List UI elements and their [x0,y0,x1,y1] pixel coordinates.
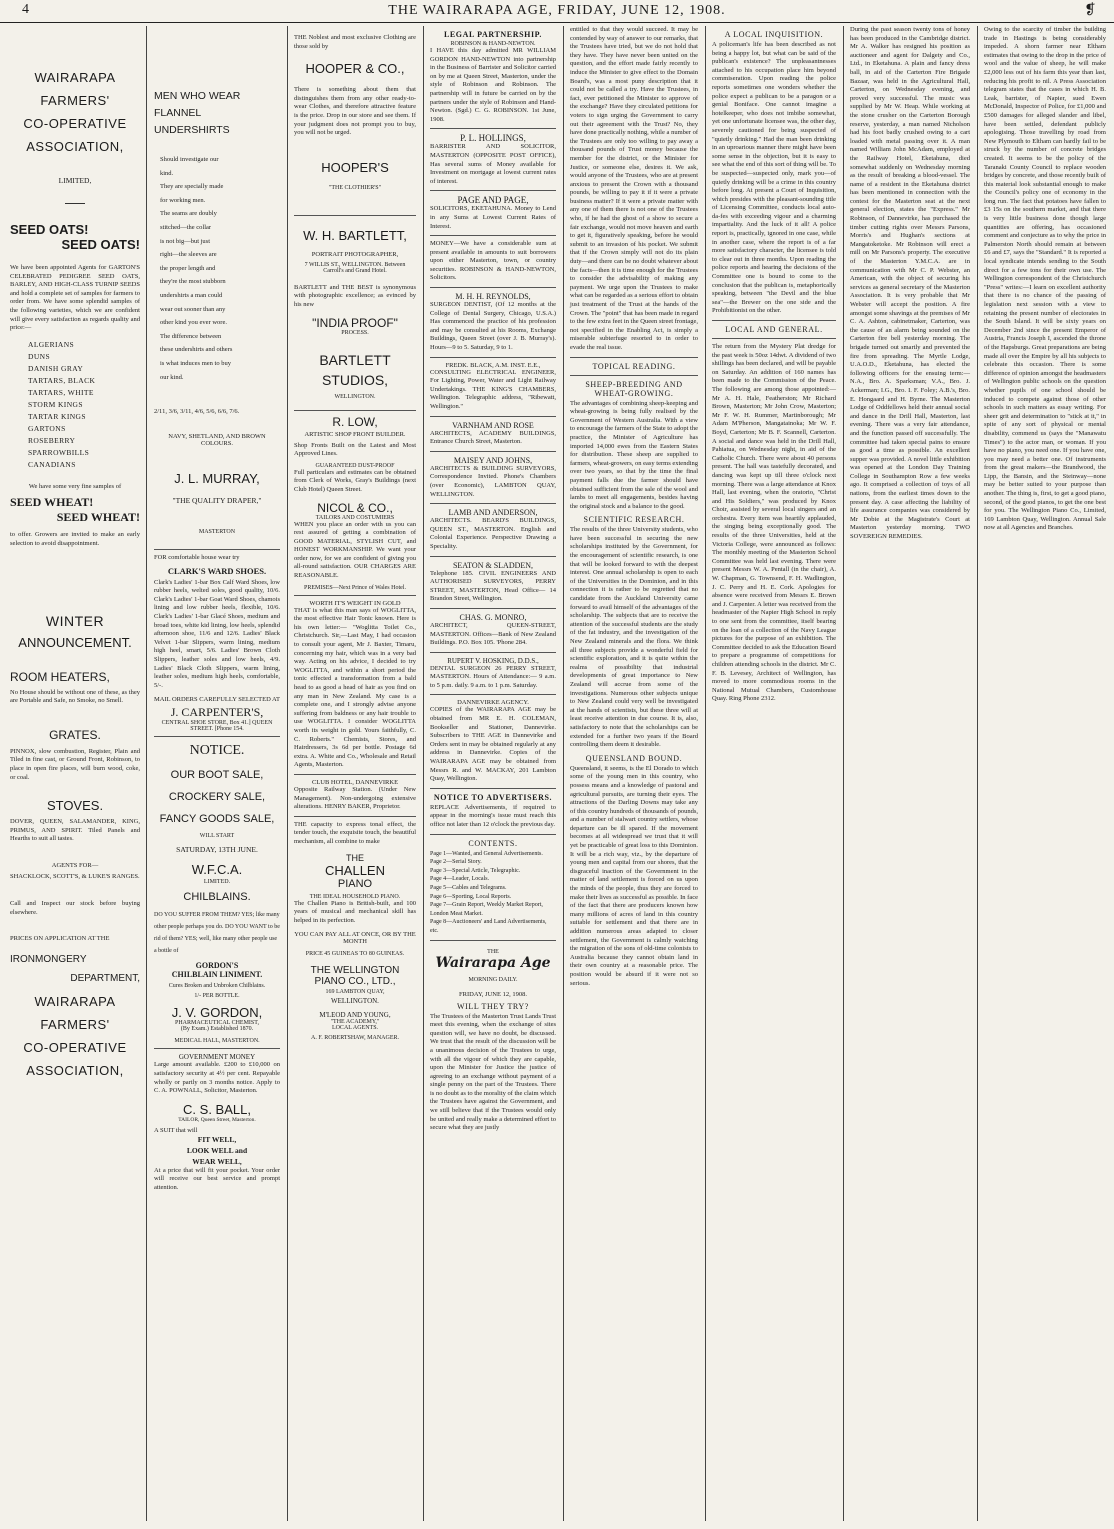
dust-proof: GUARANTEED DUST-PROOF [315,462,395,469]
boot-sale: OUR BOOT SALE, [170,769,264,782]
scientific-heading: SCIENTIFIC RESEARCH. [583,515,685,525]
page-number: 4 [22,2,29,17]
portrait-photographer: PORTRAIT PHOTOGRAPHER, [311,250,399,258]
colours-text: NAVY, SHETLAND, AND BROWN COLOURS. [168,433,266,448]
chemist-title: PHARMACEUTICAL CHEMIST, [174,1020,259,1027]
column-divider [423,26,424,1521]
agents-for-label: AGENTS FOR— [51,861,99,869]
stoves-heading: STOVES. [46,798,104,814]
column-divider [977,26,978,1521]
room-heaters-heading: ROOM HEATERS, [10,669,110,684]
men-who-wear-heading: MEN WHO WEAR FLANNEL UNDERSHIRTS [154,90,241,136]
ironmongery-label: IRONMONGERY [10,953,87,965]
column-7-local-news [846,26,974,1521]
sheep-text: The advantages of combining sheep-keeping and wheat-growing is being fully realised by the Government of Western Australia. With a view to encourage the farmers of the State to adopt the practice, the Minister of Agriculture has imported 14,000 ewes from the Eastern States for distribution. These sheep are supplied to farmers, wheat-growers, on easy terms extending over two years, so that by the time the final payment falls due the farmer should have obtained sufficient from the sale of the wool and lambs to meet all engagements, besides having the original stock and a balance to the good. [570,399,698,510]
contents-list: Page 1—Wanted, and General Advertisements. Page 2—Serial Story. Page 3—Special Article, Telegraphic. Page 4—Leader, Locals. Page 5—Cables and Telegrams. Page 6—Sporting, Local Reports. Page 7—Grain Report, Weekly Market Report, London Meat Market. Page 8—Auctioneers' and Land Advertisements, etc. [430,850,547,934]
seed-wheat-heading: SEED WHEAT! [10,495,94,510]
gordon-name: J. V. GORDON, [171,1005,263,1021]
varnham-rose: VARNHAM AND ROSE [452,420,534,430]
cure-text: Cures Broken and Unbroken Chilblains. [168,983,266,990]
limited-short: LIMITED. [203,879,231,886]
challen-intro: THE capacity to express tonal effect, the tender touch, the exquisite touch, the beautiful mechanism, all combine to make [294,820,416,845]
low-name: R. LOW, [332,414,378,429]
seed-oats-heading: SEED OATS! [10,222,89,237]
heaters-text: No House should be without one of these, as they are Portable and Safe, no Smoke, no Smell. [10,688,140,705]
masterton-label: MASTERTON [198,529,236,536]
column-8-local-news [980,26,1110,1521]
call-text: Call and Inspect our stock before buying elsewhere. [10,900,140,916]
mleod-young: M'LEOD AND YOUNG, [319,1011,391,1020]
legal-text: I HAVE this day admitted MR WILLIAM GORDON HAND-NEWTON into partnership in the Business of Barrister and Solicitor carried on by me at Queen Street, Masterton, under the style of Robinson and Robinson. The partnership will in future be carried on by the partners under the style of Robinson and Hand-Newton. (Sgd.) C. G. ROBINSON. 1st June, 1908. [430,47,556,123]
quality-draper: "THE QUALITY DRAPER," [172,496,262,506]
header-rule [0,22,1114,23]
nicol-text: WHEN you place an order with us you can rest assured of getting a combination of GOOD MATERIAL, STYLISH CUT, and HONEST WORKMANSHIP. We want your order now, for we are confident of giving you all-round satisfaction. OUR CHARGES ARE REASONABLE. [294,520,416,580]
challen-piano: PIANO [337,877,373,890]
wpc-city: WELLINGTON. [331,997,379,1006]
seaton-text: Telephone 185. CIVIL ENGINEERS AND AUTHORISED SURVEYORS, PERRY STREET, MASTERTON, Head Office— 14 Brandon Street, Wellington. [430,569,556,603]
seaton-sladden: SEATON & SLADDEN, [452,560,534,570]
nicol-premises: PREMISES—Next Prince of Wales Hotel. [304,584,406,591]
notice-text: REPLACE Advertisements, if required to appear in the morning's issue must reach this office not later than 12 o'clock the previous day. [430,803,556,828]
column-3-adverts [290,26,420,1521]
govt-money-text: Large amount available. £200 to £10,000 on satisfactory security at 4½ per cent. Repayable wholly or partly on 3 months notice. Apply to C. A. POWNALL, Solicitor, Masterton. [154,1061,280,1095]
page-header [0,0,1114,22]
hooper-text: There is something about them that distinguishes them from any other ready-to-wear Clothes, and therefore attractive feature is the price. Drop in our store and see them. If your judgment does not prompt you to buy, you will not be urged. [294,86,416,137]
per-bottle: 1/- PER BOTTLE. [194,993,240,1000]
winter-heading: WINTER [45,612,105,629]
wfca-short: W.F.C.A. [191,862,243,878]
black-text: CONSULTING ELECTRICAL ENGINEER, For Lighting, Power, Water and Light Railway Undertakings. THE KING'S CHAMBERS, Wellington. Telegraphic address, "Ribewatt, Wellington." [430,368,556,410]
local-general-heading: LOCAL AND GENERAL. [725,325,823,334]
low-text: Shop Fronts Built on the Latest and Most Approved Lines. [294,441,416,458]
column-6-articles [708,26,840,1521]
queensland-text: Queensland, it seems, is the El Dorado to which some of the young men in this country, who possess means and a knowledge of pastoral and agricultural pursuits, are turning their eyes. The attractions of the Darling Downs may take any of this country hundreds of thousands of pounds, and a number of stalwart country settlers, whose departure can be ill spared. If the movement becomes at all widespread we trust that it will yet be practicable of great loss to this Dominion. It will be a rich way, viz., by the departure of young men and capital from our shores, that the disgraceful inaction of the Government in the matter of land settlement is forced on us upon the minds of the people, thus they are forced to make their lives as successful as possible. In face of the fact that there are producers known how many millions of acres of land in this country suitable for settlement and that there are in addition numerous areas adapted to closer settlement, the Government is calmly watching the migration of the sons of old-time colonists to Australia because they cannot obtain land in their own country at a reasonable price. The position would be absurd if it were not so serious. [570,764,698,987]
bartlett-name: W. H. BARTLETT, [303,227,407,243]
column-divider [843,26,844,1521]
hoopers-heading: HOOPER'S [321,159,389,175]
india-proof: "INDIA PROOF" [312,315,398,330]
stoves-text: DOVER, QUEEN, SALAMANDER, KING, PRIMUS, AND SPIRIT. Tiled Panels and Hearths to suit all tastes. [10,818,140,843]
will-they-try-heading: WILL THEY TRY? [457,1001,529,1011]
sale-date: SATURDAY, 13TH JUNE. [176,845,258,855]
column-5-articles [566,26,702,1521]
page-and-page: PAGE AND PAGE, [457,195,529,206]
carpenter-address: CENTRAL SHOE STORE, Box 41.] QUEEN STREET. [Phone 154. [161,720,273,733]
challen-the: THE [346,852,364,863]
ideal-piano: THE IDEAL HOUSEHOLD PIANO. [309,893,401,900]
ball-subtitle: TAILOR, Queen Street, Masterton. [178,1116,256,1123]
nicol-name: NICOL & CO., [317,500,393,515]
ball-name: C. S. BALL, [183,1101,251,1117]
contents-heading: CONTENTS. [468,838,518,848]
local-agents: LOCAL AGENTS. [331,1025,379,1032]
notice-heading: NOTICE. [189,743,245,759]
column-1-wfca-advert [6,26,144,1521]
wellington-piano-co: THE WELLINGTON PIANO CO., LTD., [310,965,400,988]
wpc-address: 169 LAMBTON QUAY, [325,989,385,996]
maisey-text: ARCHITECTS & BUILDING SURVEYORS, Correspondence Invited. Phone's Chambers (over Economic), LAMBTON QUAY, WELLINGTON. [430,464,556,498]
club-hotel: CLUB HOTEL, DANNEVIRKE [311,778,399,786]
reynolds-text: SURGEON DENTIST, (Of 12 months at the College of Dental Surgery, Chicago, U.S.A.) Has commenced the practice of his profession and may be consulted at his Rooms, Exchange Buildings, Queen Street (over J. B. Murray's). Hours—9 to 5. Saturday, 9 to 1. [430,301,556,352]
dannevirke-text: COPIES of the WAIRARAPA AGE may be obtained from MR E. H. COLEMAN, Bookseller and Stationer, Dannevirke. Subscribers to THE AGE in Dannevirke and Orders sent in may be obtained regularly at any address in Dannevirke. Copies of the WAIRARAPA AGE may be obtained from Messrs R. and W. MACKAY, 201 Lambton Quay, Wellington. [430,706,556,783]
crockery-sale: CROCKERY SALE, [168,791,266,804]
varnham-text: ARCHITECTS, ACADEMY BUILDINGS, Entrance Church Street, Masterton. [430,429,556,446]
liniment-name: CHILBLAIN LINIMENT. [171,970,263,980]
seed-oats-heading-2: SEED OATS! [61,237,140,252]
wellington-label: WELLINGTON. [334,393,376,400]
chemist-established: (By Exam.) Established 1870. [180,1026,254,1033]
hooper-intro: THE Noblest and most exclusive Clothing are those sold by [294,34,416,50]
will-they-try-text: The Trustees of the Masterton Trust Lands Trust meet this evening, when the exchange of sites question will, we have no doubt, be discussed. We trust that the result of the discussion will be a unanimous decision of the Trustees to urge, with all the vigour of which they are capable, upon the Minister for Justice the justice of agreeing to an exchange without payment of a single penny on the part of the Trustees. There is no doubt as to the morality of the claim which the Trustees have against the Government, and we still believe that if the Trustees would only be united and really make a determined effort to secure what they are justly [430,1012,557,1132]
nicol-subtitle: TAILORS AND COSTUMIERS [315,514,395,521]
hosking-name: RUPERT V. HOSKING, D.D.S., [447,656,539,665]
column-divider [287,26,288,1521]
gordons-label: GORDON'S [195,961,239,971]
bartlett-studios-1: BARTLETT [319,351,391,368]
will-start: WILL START [199,833,235,840]
govt-money-heading: GOVERNMENT MONEY [178,1053,256,1062]
clark-intro: FOR comfortable house wear try [154,554,240,562]
wheat-intro: We have some very fine samples of [28,482,122,490]
morning-daily: MORNING DAILY. [468,976,518,983]
clothiers-label: "THE CLOTHIER'S" [328,184,382,191]
undershirt-prices: 2/11, 3/6, 3/11, 4/6, 5/6, 6/6, 7/6. [154,408,240,416]
bartlett-address: 7 WILLIS ST., WELLINGTON. Between Carroll's and Grand Hotel. [304,261,406,274]
academy-label: "THE ACADEMY," [330,1019,380,1026]
column-2-adverts [150,26,284,1521]
pay-terms: YOU CAN PAY ALL AT ONCE, OR BY THE MONTH [294,931,416,946]
lamb-text: ARCHITECTS. BEARD'S BUILDINGS, QUEEN ST., MASTERTON. English and Colonial Experience. Perspective Drawing a Speciality. [430,517,556,550]
local-general-text: The return from the Mystery Plat dredge for the past week is 50oz 14dwt. A dividend of two shillings has been declared, and will be payable on Saturday. An addition of 160 names has been made to the Commission of the Peace. The following are among those appointed:—Mr A. H. Hale, Featherston; Mr Richard Brown, Masterton; Mr John Crow, Masterton; Mr F. W. H. Rummer, Martinborough; Mr Adam M'Pherson, Mangatainoka; Mr W. F. Boyd, Carterton; Mr B. F. Scannell, Carterton. A social and dance was held in the Drill Hall, Pahiatua, on Wednesday night, in aid of the Catholic Church. There were about 40 persons present. The hall was tastefully decorated, and dancing was kept up till three o'clock next morning. There was a large attendance at Knox Hall, last evening, when the oratorio, "Christ and His Soldiers," was produced by Knox Choir, assisted by several local singers and an orchestra. Every item was heartily applauded, the singing being exceptionally good. The results of the three Universities, held at the Victoria College, were announced as follows: The monthly meeting of the Masterton School Committee was held last evening. There were present Messrs W. A. Pentall (in the chair), A. W. Chapman, G. Townsend, F. H. Wadlington, J. C. Perry and H. E. Cork. Apologies for absence were received from Messrs E. Brown and J. Carpenter. A letter was received from the headmaster of the Napier High School in reply to one sent from the committee, itself bearing on the loan of a collection of the Navy League pictures for the purpose of an exhibition. The Committee decided to ask the Education Board to prepare a programme of competitions for children attending schools in the district. Mr C. F. B. Levesey, Architect of Wellington, has moved to more commodious rooms in the National Mutual Chambers, Customhouse Quay. Ring Phone 2312. [712,343,836,703]
bartlett-text: BARTLETT and THE BEST is synonymous with photographic excellence; as evinced by his new [294,283,416,308]
wfca-heading: WAIRARAPA FARMERS' CO-OPERATIVE ASSOCIATION, [23,70,127,154]
chilblains-heading: CHILBLAINS. [183,891,251,904]
undershirts-text: Should investigate our kind. They are specially made for working men. The seams are doubly stitched—the collar is not big—but just right—the sleeves are the proper length and they're the most stubborn undershirts a man could wear out sooner than any other kind you ever wore. The difference between these undershirts and others is what induces men to buy our kind. [160,156,233,381]
black-name: FREDK. BLACK, A.M. INST. E.E., [445,361,541,369]
page-text: SOLICITORS, EKETAHUNA. Money to Lend in any Sums at Lowest Current Rates of Interest. [430,205,556,230]
legal-partnership-heading: LEGAL PARTNERSHIP. [443,30,543,39]
page-mark: ❡ [1084,3,1096,18]
column-divider [705,26,706,1521]
clark-text: Clark's Ladies' 1-bar Box Calf Ward Shoes, low rubber heels, welted soles, good quality, 10/6. Clark's Ladies' 1-bar Goat Ward Shoes, chamois lining and low rubber heels, flexible, 10/6. Clark's Ladies' 1-bar Glacé Shoes, medium and broad toes, white kid lining, low heels, splendid afternoon shoe, 11/6 and 12/6. Ladies' Black Velvet 1-bar Slippers, warm lining, medium high heel, smart, 5/6. Ladies' Brown Cloth Slippers, leather soles and low heels, 4/9. Ladies' Black Cloth Slippers, warm lining, leather soles, medium high heels, comfortable, 5/-. [154,578,280,689]
hooper-name: HOOPER & CO., [305,61,405,77]
clark-heading: CLARK'S WARD SHOES. [167,565,267,576]
mail-orders: MAIL ORDERS CAREFULLY SELECTED AT [154,696,280,704]
local-news-text: During the past season twenty tons of honey has been produced in the Cambridge district. Mr A. Walker has resigned his position as auctioneer and agent for Dalgety and Co., Ltd., in Eketahuna. A plain and fancy dress ball, in aid of the Carterton Fire Brigade Bazaar, was held in the Agricultural Hall, Carterton, on Wednesday evening, and proved very successful. The music was supplied by Mr W. Heap. While working at the stone crusher on the Carterton Borough reserve, yesterday, a man named Nicholson had his foot badly crushed owing to a cart loaded with metal passing over it. A man named William John McAdam, employed at the Railway Hotel, Eketahuna, died somewhat suddenly on Wednesday morning as the result of breaking a blood-vessel. The name of a resident in the Eketahuna district has been mentioned in connection with the contest for the Masterton seat at the next general election, states the "Express." Mr Robinson, of Dannevirke, has purchased the timber cutting rights over Messrs Parsons, Morris's and Hughan's sections at Mangatoketoke. Mr Robinson will erect a mill on Mr Parsons's property. The executive of the Masterton Y.M.C.A. are in communication with Mr C. P. Webster, an American, with the object of securing his services as general secretary of the Masterton Association. It is very probable that Mr Webster will accept the position. A fire amongst some shavings at the premises of Mr C. A. Ashton, cabinetmaker, Carterton, was the cause of an alarm being sounded on the Carterton fire bell yesterday morning. The brigade turned out smartly and prevented the fire from spreading. The Myrtle Lodge, U.A.O.D., Eketahuna, has elected the following officers for the ensuing term:—N.A., Bro. A. Sparksman; V.A., Bro. J. Ackerman; I.G., Bro. I. F. Foley; A.B.'s, Bro. E. Hongaard and H. Byrne. The Masterton Lodge of Oddfellows held their annual social and dance in the Drill Hall, Masterton, last evening. There was a very fair attendance, and the function passed off successfully. The committee had taken special pains to ensure as good a time as possible. An excellent supper was provided. A novel little exhibition was opened at the London Day Training College in Southampton Row a few weeks ago. It comprised a collection of toys of all nations, from the earliest times down to the present day. A case affecting the liability of life assurance companies was considered by Mr Dobie at the Magistrate's Court at Masterton yesterday morning. TWO SOVEREIGN REMEDIES. [850,26,970,541]
agents-text: SHACKLOCK, SCOTT'S, & LUKE'S RANGES. [10,873,140,881]
monro-name: CHAS. G. MONRO, [459,612,527,622]
ball-slogan: FIT WELL, LOOK WELL and WEAR WELL, [186,1134,248,1166]
fancy-goods-sale: FANCY GOODS SALE, [159,813,275,826]
challen-name: CHALLEN [325,862,385,878]
grates-heading: GRATES. [49,727,101,742]
wheat-text: to offer. Growers are invited to make an early selection to avoid disappointment. [10,531,140,547]
carpenter-name: J. CARPENTER'S, [170,705,264,720]
hollings-name: P. L. HOLLINGS, [460,133,526,144]
ball-end: At a price that will fit your pocket. Your order will receive our best service and prompt attention. [154,1166,280,1191]
queensland-heading: QUEENSLAND BOUND. [585,753,683,763]
medical-hall: MEDICAL HALL, MASTERTON. [174,1038,260,1045]
scientific-text: The results of the three University students, who have been successful in securing the new scholarships instituted by the Government, for the encouragement of scientific research, is one that will be looked forward to with the deepest interest. One annual scholarship is open to each of the Universities in the Dominion, and in this connection it is rather to be regretted that no candidate from the Auckland University came forward to avail himself of the advantages of the scholarship. The subjects that are to receive the attention of the successful students are the study of the fat industry, and the investigation of the New Zealand minerals and the flora. We think all three subjects provide a wonderful field for scientific exploration, and it is quite within the realms of possibility that industrial developments of great importance to New Zealand will accrue from some of the investigations. Numerous other subjects unique to New Zealand could very well be investigated at the hands of scientists, but these three will at least receive attention in due course. It is, also, satisfactory to note that the scholarships can be extended for a further two years if the Board controlling them deem it desirable. [570,526,698,749]
ball-text: A SUIT that will [154,1126,198,1134]
notice-advertisers: NOTICE TO ADVERTISERS. [433,792,553,802]
editorial-continued: entitled to that they would succeed. It may be contended by way of answer to our remarks, that the Trustees have tried, but we do not hold that they have. They have never been united on the question, and the effort made fairly recently to induce the Minister to give effect to the Domain Board's, was a most puny description that it could not be called a try. Have the Trustees, in fact, ever petitioned the Minister to approve of the exchange? Have they circulated petitions for voters to sign urging the Government to carry out their agreement with the Trust? No, they have done practically nothing, while a number of the Trustees are only too willing to pay away a thousand pounds of Trust money because the member for the district, or the Minister for Justice, or someone else, desires it. We ask, would anyone of the Trustees, who are at present anxious to present the Crown with a thousand pounds, be willing to pay it if it were a private business matter? If it were a private matter with any one of them there is not one of the Trustees who, if he had the ghost of a show to secure a fair exchange, would not move heaven and earth to get it, figuratively speaking, before he would submit to an invasion of his pocket. We submit that if the Crown simply will not do its plain duty—and there can be no doubt whatever about the facts—then it is time enough for the Trustees to consider the advisability of making any payment. We urge upon the Trustees to make what can be regarded as a serious effort to obtain just treatment of the Trust at the hands of the Crown. The "point" that has been made in regard to the few extra feet in the Queen street frontage, not specified in the Enabling Act, is simply a miserable subterfuge resorted to in order to evade the real issue. [570,26,698,351]
lamb-anderson: LAMB AND ANDERSON, [448,508,538,518]
column-divider [146,26,147,1521]
woglitta-text: THAT is what this man says of WOGLITTA, the most effective Hair Tonic known. Here is his own letter:— "Woglitta Toilet Co., Christchurch. Sir,—Last May, I had occasion to consult your agent, Mr J. Baxter, Timaru, concerning my hair, which was in a very bad way. Acting on his advice, I decided to try WOGLITTA, and within a short period the tonic effected a transformation from a bald head to as good a head of hair as you find on any man in New Zealand. My case is a complete one, and I strongly advise anyone suffering from baldness or any hair trouble to use WOGLITTA. I consider WOGLITTA worth its weight in gold. Yours faithfully, C. C. Roberts." Chemists, Stores, and Hairdressers, 3s 6d per bottle. Postage 6d extra. A. White and Co., Wholesale and Retail Agents, Masterton. [294,606,416,769]
column-divider [563,26,564,1521]
prices-text: PRICES ON APPLICATION AT THE [10,935,110,943]
chilblains-text: DO YOU SUFFER FROM THEM? YES; like many other people perhaps you do. DO YOU WANT to be rid of them? YES; well, like many other people use a bottle of [154,912,280,955]
murray-name: J. L. MURRAY, [174,471,260,487]
bartlett-studios-2: STUDIOS, [321,371,389,388]
sheep-heading: SHEEP-BREEDING AND WHEAT-GROWING. [585,379,683,398]
hosking-text: DENTAL SURGEON 26 PERRY STREET, MASTERTON. Hours of Attendance:— 9 a.m. to 5 p.m. daily. 9 a.m. to 1 p.m. Saturday. [430,664,556,689]
department-label: DEPARTMENT, [70,972,140,984]
column-4-notices [426,26,560,1521]
wfca-heading-bottom: WAIRARAPA FARMERS' CO-OPERATIVE ASSOCIATION, [23,993,127,1078]
masthead-the: THE [487,948,499,955]
money-text: MONEY—We have a considerable sum at present available in amounts to suit borrowers upon either Masterton, town, or country securities. ROBINSON & HAND-NEWTON, Solicitors. [430,240,556,282]
announcement-heading: ANNOUNCEMENT. [18,634,132,650]
club-subtitle: Opposite Railway Station. (Under New Management). Non-undergoing extensive alterations. HENRY BAKER, Proprietor. [294,785,416,811]
legal-subtitle: ROBINSON & HAND-NEWTON. [450,41,536,47]
limited-label: LIMITED, [58,176,92,185]
seed-wheat-heading-2: SEED WHEAT! [56,510,140,525]
masthead: Wairarapa Age [435,954,551,971]
monro-text: ARCHITECT, QUEEN-STREET, MASTERTON. Offices—Bank of New Zealand Buildings. P.O. Box 105. 'Phone 284. [430,621,556,647]
newspaper-title: THE WAIRARAPA AGE, FRIDAY, JUNE 12, 1908. [388,3,726,18]
local-news-text-2: Owing to the scarcity of timber the building trade in Hastings is being considerably impeded. A shorn farmer near Eltham estimates that owing to the drop in the price of wool and the value of sheep, he will make £2,000 less out of his farm this year than last, reducing his profit to nil. A Press Association telegram states that the cases in which H. B. Leak, barrister, of Napier, sued Ewen McDonald, Inspector of Police, for £1,000 and £500 damages for alleged slander and libel, have been settled, defendant publicly apologising. Those travelling by road from New Plymouth to Eltham can hardly fail to be struck by the number of concrete bridges created. It seems to be the policy of the Taranaki County Council to replace wooden bridges by concrete, and those recently built of this material look substantial enough to make the Council's policy one of economy in the long run. The fact that potatoes have fallen to £3 15s on the southern market, and that there is very little business done though large quantities are offering, has occasioned comment and conjecture as to why the price in Palmerston North should remain at between £6 and £7, says the "Standard." It is reported a local syndicate intends sending to the South direct for a few tons for their own use. The Wellington correspondent of the Christchurch "Press" writes:—I learn on excellent authority that there is no chance of the passing of legislation next session with a view to retaining the present number of electorates in the South Island. It will be sixty years on December 2nd since the present Emperor of Austria, Francis Joseph I, ascended the throne of the Hapsburgs. Great preparations are being made all over the Empire by all his subjects to celebrate this occasion. There is some difference of opinion amongst the headmasters of Wellington public schools on the question whether pupils of one school should be induced to compete against those of other schools in such matters as essay writing. For sheer grit and determination to "stick at it," in spite of any sort of physical or mental disability, commend us (says the "Manawatu Times") to the actor man, or woman. If you have no piano, you need one. If you have one, you may need a better one. Of instruments from the great makers—the Brandwood, the Lipp, the Bansin, and the Steinway—none may be better suited to your purpose than another. The thing is, first, to get a good piano, second, of the good pianos, to get the one best for you. The Wellington Piano Co., Limited, 169 Lambton Quay, Wellington. Annual Sale now at all Agencies and Branches. [984,26,1107,532]
grates-text: PINNOX, slow combustion, Register, Plain and Tiled in fine cast, or Ground Front, Robinson, to place in open fire places, will burn wood, coke, or coal. [10,747,140,781]
oat-varieties-list: ALGERIANS DUNS DANISH GRAY TARTARS, BLACK TARTARS, WHITE STORM KINGS TARTAR KINGS GARTONS ROSEBERRY SPARROWBILLS CANADIANS [28,339,96,469]
dannevirke-heading: DANNEVIRKE AGENCY. [457,699,529,707]
process-label: PROCESS. [341,329,369,336]
worth-heading: WORTH IT'S WEIGHT IN GOLD [309,599,401,607]
challen-text: The Challen Piano is British-built, and 100 years of musical and mechanical skill has helped in its perfection. [294,899,416,924]
piano-price: PRICE 45 GUINEAS TO 80 GUINEAS. [305,951,405,958]
dust-text: Full particulars and estimates can be obtained from Clerk of Works, Gray's Buildings (next Club Hotel) Queen Street. [294,468,416,493]
oats-text: We have been appointed Agents for GARTON'S CELEBRATED PEDIGREE SEED OATS, BARLEY, AND HIGH-CLASS TURNIP SEEDS and hold a complete set of samples for farmers to order from. We have some splendid samples of the following varieties, which we are confident will give every satisfaction as regards quality and price:— [10,264,140,332]
inquisition-heading: A LOCAL INQUISITION. [724,30,824,39]
robertshaw: A. F. ROBERTSHAW, MANAGER. [311,1035,399,1042]
hollings-text: BARRISTER AND SOLICITOR, MASTERTON (OPPOSITE POST OFFICE), Has several sums of Money available for Investment on mortgage at lowest current rates of interest. [430,143,556,185]
inquisition-text: A policeman's life has been described as not being a happy lot, but what can be said of the publican's existence? The unpleasantnesses attached to his occupation place him beyond commiseration. Upon reading the police reports sometimes one wonders whether the police expect a publican to be a paragon or a genial Boniface. One cannot imagine a hotelkeeper, who does not imbibe somewhat, yet one unfortunate licensee was, the other day, severely cautioned for being suspected of "quietly drinking." Had the man been drinking in an uproarious manner there might have been some sense in the objection, but it is easy to see what the end of this sort of thing will be. To be suspected—suspected only, mark you—of quietly drinking will be a crime in this country before long. At present a Court of Inquisition, which presides with the pleasant-sounding title of Licensing Committee, conducts local auto-da-fes with exceeding vigour and a charming impartiality. And the luck of it all! A police report is, practically, ignored in one case, while in another case, where the report is of a far more satisfactory character, the licensee is told to clear out in three months. Upon reading the police reports and hearing the decisions of the Committee one is bound to come to the conclusion that the publican is, metaphorically speaking, between "the Devil and the blue sea"—the Brewer on the one side and the Prohibitionist on the other. [712,41,836,315]
reynolds-name: M. H. H. REYNOLDS, [455,292,531,302]
topical-reading-heading: TOPICAL READING. [592,361,676,371]
maisey-johns: MAISEY AND JOHNS, [453,455,533,465]
low-subtitle: ARTISTIC SHOP FRONT BUILDER. [304,430,406,438]
dateline: FRIDAY, JUNE 12, 1908. [459,990,527,998]
